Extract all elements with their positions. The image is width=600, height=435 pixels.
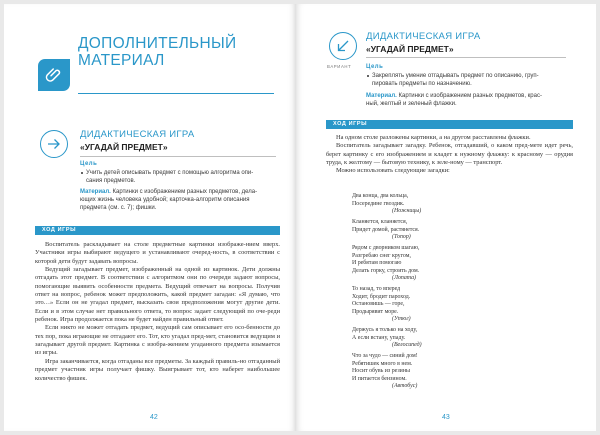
game-description: На одном столе разложены картинки, а на другом расставлены флажки. Воспитатель загадывает загадку. Ребенок, отгадавший, о каком пред-мете идет речь, берет картинку с его изображением и кладет к нужному флажку: к красному — орудия труда, к желтому — бытовую технику, к зеле-ному — транспорт. Можно использовать следующие загадки: xyxy=(326,134,573,175)
riddle: Кланяется, кланяется, Придет домой, растянется. (Топор) xyxy=(352,219,420,240)
variant-label: ВАРИАНТ xyxy=(327,64,352,69)
game-name: «УГАДАЙ ПРЕДМЕТ» xyxy=(80,142,168,152)
page-number: 42 xyxy=(150,414,158,421)
game-description: Воспитатель раскладывает на столе предметные картинки изображе-нием вверх. Участники игры выбирают ведущего и устанавливают очеред-ность, в соответствии с которой дети будут задавать вопросы. Ведущий загадывает предмет, изображенный на одной из картинок. Дети должны отгадать этот предмет. В соответствии с алгоритмом они по очереди задают вопросы, помогающие выявить особенности предмета. Ведущий отвечает на вопросы. Получив ответ на вопрос, ребенок может предположить, какой предмет загадан: «Я думаю, что это…» Если он не угадал предмет, высказать свои предположения могут другие дети. Если и в этом случае нет правильного ответа, то вопрос задает следующий по оче-реди ребенок. Игра продолжается пока не будет найден правильный ответ. Если никто не может отгадать предмет, ведущий сам описывает его осо-бенности до тех пор, пока играющие не отгадают его. Тот, кто угадал пред-мет, становится ведущим и загадывает другой предмет. Картинка с изобра-жением угаданного предмета изымается из игры. Игра заканчивается, когда отгаданы все предметы. За каждый правиль-но отгаданный предмет участник игры получает фишку. Выигрывает тот, кто наберет наибольшее количество фишек. xyxy=(35,241,280,382)
bullet xyxy=(81,172,83,174)
riddle: Держусь я только на ходу, А если встану, упаду. (Велосипед) xyxy=(352,327,422,348)
goal-text: Учить детей описывать предмет с помощью алгоритма опи- сания предметов. xyxy=(86,170,254,185)
page-number: 43 xyxy=(442,414,450,421)
game-course-ribbon: ХОД ИГРЫ xyxy=(35,226,280,235)
goal-text: Закреплять умение отгадывать предмет по описанию, груп- пировать предметы по назначению. xyxy=(372,73,539,88)
goal-label: Цель xyxy=(366,64,384,70)
goal-label: Цель xyxy=(80,161,98,167)
game-course-ribbon: ХОД ИГРЫ xyxy=(326,120,573,129)
riddle: Что за чудо — синий дом! Ребятишек много в нем. Носит обувь из резины И питается бензином. (Автобус) xyxy=(352,353,418,389)
left-page xyxy=(4,4,296,431)
game-kind: ДИДАКТИЧЕСКАЯ ИГРА xyxy=(366,31,481,42)
arrow-down-left-icon xyxy=(329,32,357,60)
section-rule xyxy=(78,93,274,94)
material-text: Материал. Картинки с изображением разных предметов, крас- ный, желтый и зеленый флажки. xyxy=(366,93,542,108)
right-page xyxy=(296,4,596,431)
arrow-right-icon xyxy=(40,130,68,158)
riddles xyxy=(352,193,422,394)
riddle: Два конца, два кольца, Посередине гвоздик. (Ножницы) xyxy=(352,193,422,214)
material-text: Материал. Картинки с изображением разных предметов, дела- ющих жизнь человека удобной; карточка-алгоритм описания предмета (см. с. 7); фишки. xyxy=(80,189,258,212)
riddle: Рядом с дворником шагаю, Разгребаю снег кругом, И ребятам помогаю Делать горку, строить дом. (Лопата) xyxy=(352,245,420,281)
section-title: ДОПОЛНИТЕЛЬНЫЙ МАТЕРИАЛ xyxy=(78,35,237,69)
game-name: «УГАДАЙ ПРЕДМЕТ» xyxy=(366,44,454,54)
riddle: То назад, то вперед Ходит, бродит пароход. Остановишь — горе, Продырявит море. (Утюг) xyxy=(352,286,411,322)
divider xyxy=(80,156,276,157)
bullet xyxy=(367,75,369,77)
paperclip-icon xyxy=(38,59,70,91)
divider xyxy=(366,57,566,58)
game-kind: ДИДАКТИЧЕСКАЯ ИГРА xyxy=(80,129,195,140)
